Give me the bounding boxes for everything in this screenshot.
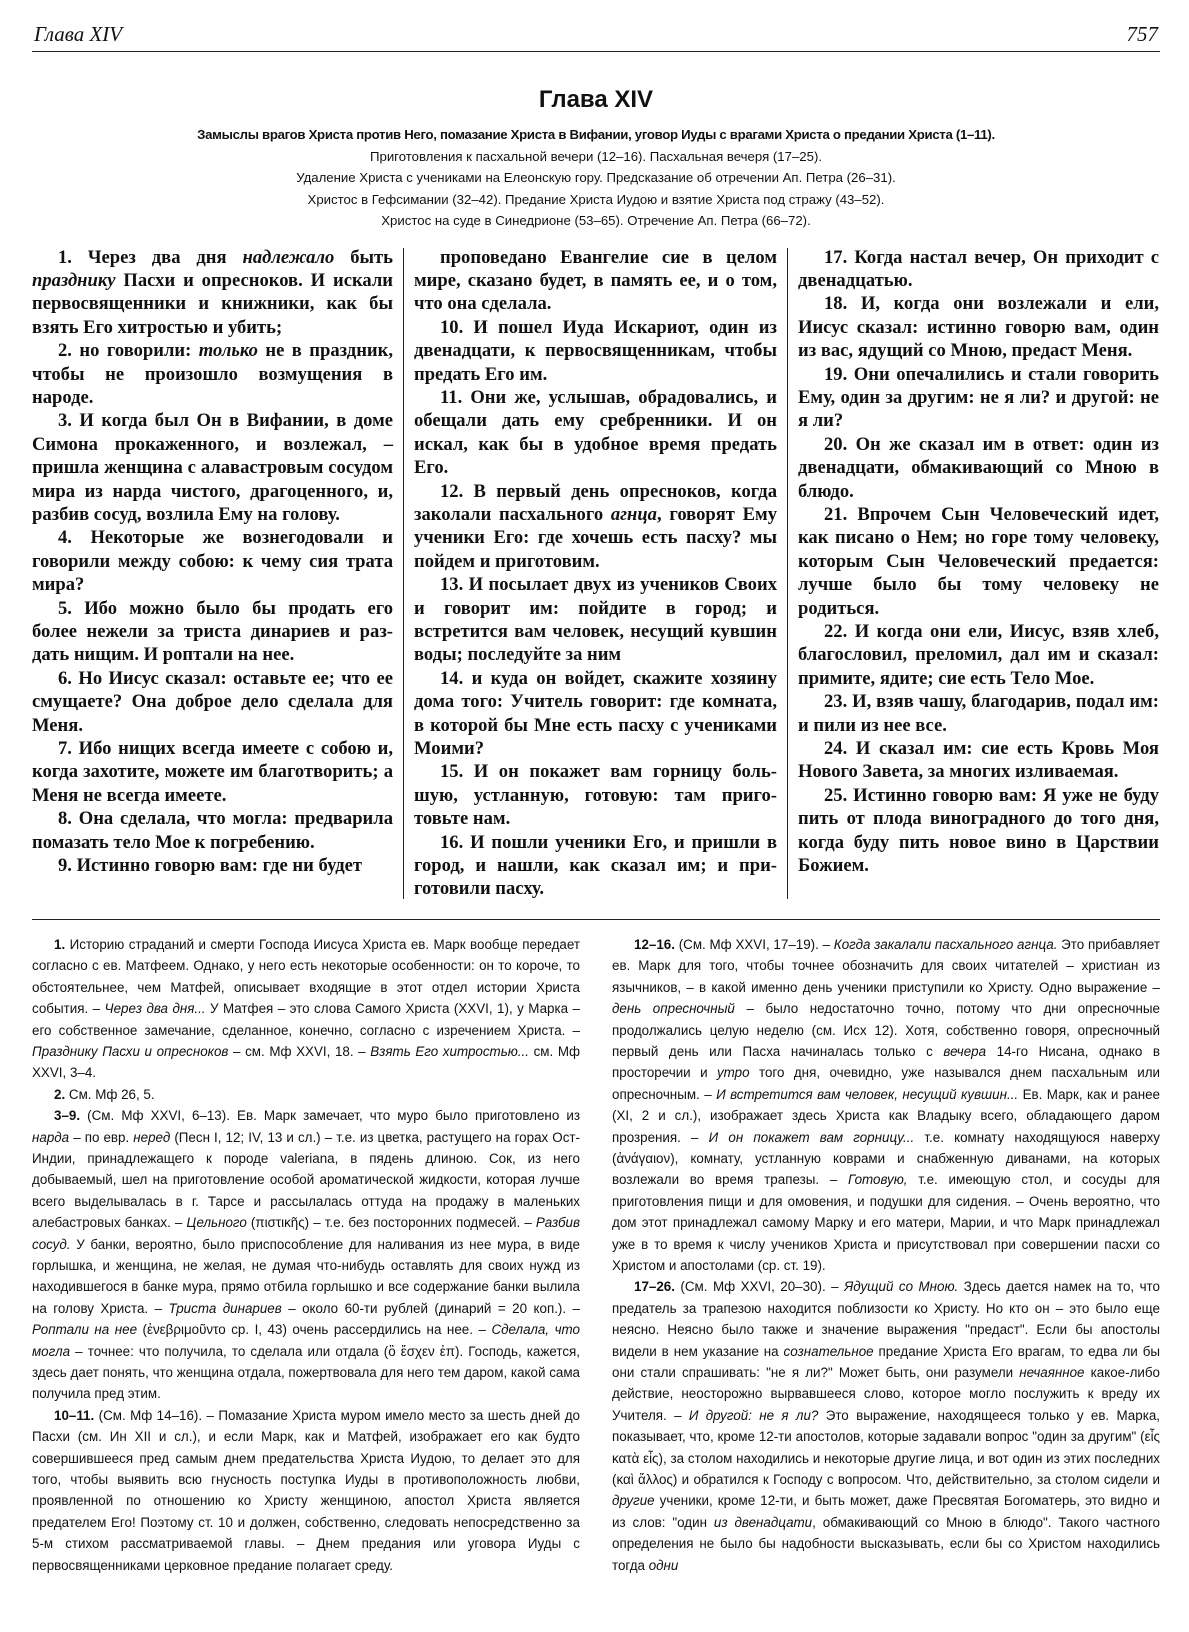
verse-paragraph: 5. Ибо можно было бы продать его более нежели за триста динариев и раздать нищим. И роптали на нее. xyxy=(32,597,393,666)
verse-column-2 xyxy=(414,246,777,901)
verse-paragraph: 11. Они же, услышав, обрадовались, и обещали дать ему сребренники. И он искал, как бы в удобное время предать Его. xyxy=(414,386,777,479)
commentary xyxy=(32,934,1160,1576)
verse-paragraph: 14. и куда он войдет, скажите хозяину дома того: Учитель говорит: где комната, в которой бы Мне есть пасху с учениками Моими? xyxy=(414,667,777,760)
summary-line: Удаление Христа с учениками на Елеонскую гору. Предсказание об отречении Ап. Петра (26–31). xyxy=(296,170,896,185)
column-divider xyxy=(403,248,404,899)
summary-line: Христос в Гефсимании (32–42). Предание Христа Иудою и взятие Христа под стражу (43–52). xyxy=(307,191,885,207)
running-header xyxy=(32,22,1160,52)
commentary-paragraph: 3–9. (См. Мф XXVI, 6–13). Ев. Марк замечает, что муро было приготовлено из нарда – по евр. неред (Песн I, 12; IV, 13 и сл.) – т.е. из цветка, растущего на горах Ост-Индии, принадлежащего к породе valeriana, в пядень длиною. Сок, из него добываемый, шел на приготовление особой ароматической жидкости, которая лучше всего выделывалась в г. Тарсе и рассылалась оттуда на продажу в маленьких алебастровых банках. – Цельного (πιστικῆς) – т.е. без посторонних подмесей. – Разбив сосуд. У банки, вероятно, было приспособление для наливания из нее мура, в виде горлышка, и женщина, не желая, не думая что-нибудь оставлять для своих нужд из находившегося в банке мура, прямо отбила горлышко и все содержание банки вылила на голову Христа. – Триста динариев – около 60-ти рублей (динарий = 20 коп.). – Роптали на нее (ἐνεβριμοῦντο ср. I, 43) очень рассердились на нее. – Сделала, что могла – точнее: что получила, то сделала или отдала (ὃ ἔσχεν ἐπ). Господь, кажется, здесь дает понять, что женщина отдала, пожертвовала для него тем даром, какой сама получила пред этим. xyxy=(32,1108,581,1402)
verse-paragraph: 18. И, когда они возлежали и ели, Иисус сказал: истинно говорю вам, один из вас, ядущий со Мною, предаст Меня. xyxy=(798,293,1159,362)
verse-paragraph: 22. И когда они ели, Иисус, взяв хлеб, благословил, преломил, дал им и сказал: примите, ядите; сие есть Тело Мое. xyxy=(798,621,1159,689)
scripture-text xyxy=(32,246,1160,901)
verse-column-3 xyxy=(798,246,1159,901)
chapter-summary xyxy=(32,124,1160,232)
verse-paragraph: 12. В первый день опресноков, когда заколали пасхального агнца, говорят Ему ученики Его: где хочешь есть пасху? мы пойдем и приготовим. xyxy=(414,480,777,572)
verse-column-1 xyxy=(32,246,393,901)
verse-paragraph: 3. И когда был Он в Вифании, в доме Симона прокаженного, и возлежал, – пришла женщина с алавастровым сосудом мира из нарда чистого, драгоценного, и, разбив сосуд, возлила Ему на голову. xyxy=(32,410,393,525)
section-divider xyxy=(32,919,1160,920)
commentary-paragraph: 10–11. (См. Мф 14–16). – Помазание Христа муром имело место за шесть дней до Пасхи (см. Ин XII и сл.), и если Марк, как и Матфей, изображает его как будто совершившееся пред самым днем предательства Христа Иудою, то делает это для того, чтобы выявить всю гнусность поступка Иуды в противоположность любви, проявленной по отношению ко Христу женщиною, апостол Христа является предателем Его! Поэтому ст. 10 и должен, собственно, следовать непосредственно за 5-м стихом рассматриваемой главы. – Днем предания или уговора Иуды с первосвященниками церковное предание полагает среду. xyxy=(32,1407,580,1573)
verse-paragraph: 2. но говорили: только не в праздник, чтобы не произошло возмущения в народе. xyxy=(32,340,393,408)
verse-paragraph: 24. И сказал им: сие есть Кровь Моя Нового Завета, за многих изливаемая. xyxy=(798,738,1159,783)
commentary-paragraph: 12–16. (См. Мф XXVI, 17–19). – Когда закалали пасхального агнца. Это прибавляет ев. Марк для того, чтобы точнее обозначить для своих читателей – христиан из язычников, – в какой именно день ученики приступили ко Христу. Одно выражение – день опресночный – было недостаточно точно, потому что дни опресночные продолжались целую неделю (см. Исх 12). Хотя, собственно говоря, опресночный первый день или Пасха начиналась только с вечера 14-го Нисана, однако в просторечии и утро того дня, очевидно, уже назывался днем пасхальным или опресночным. – И встретится вам человек, несущий кувшин... Ев. Марк, как и ранее (XI, 2 и сл.), изображает здесь Христа как Владыку всего, обладающего даром прозрения. – И он покажет вам горницу... т.е. комнату находящуюся наверху (ἀνάγαιον), комнату, устланную коврами и снабженную диванами, на которых возлежали во время трапезы. – Готовую, т.е. имеющую стол, и сосуды для приготовления пищи и для омовения, и подушки для сидения. – Очень вероятно, что дом этот принадлежал самому Марку и его матери, Марии, и что Марк принадлежал уже в то время к числу учеников Христа и присутствовал при совершении пасхи со Христом и апостолами (ср. ст. 19). xyxy=(612,936,1160,1273)
running-title: Глава XIV xyxy=(34,22,123,46)
summary-line: Христос на суде в Синедрионе (53–65). Отречение Ап. Петра (66–72). xyxy=(381,213,811,228)
book-page xyxy=(32,22,1160,1576)
verse-paragraph: 8. Она сделала, что могла: предварила помазать тело Мое к погребению. xyxy=(32,808,393,853)
summary-line: Приготовления к пасхальной вечери (12–16). Пасхальная вечеря (17–25). xyxy=(370,148,822,164)
commentary-paragraph: 2. См. Мф 26, 5. xyxy=(54,1086,155,1102)
column-divider xyxy=(787,248,788,899)
verse-paragraph: 17. Когда настал вечер, Он приходит с двенадцатью. xyxy=(798,246,1159,291)
verse-paragraph: 23. И, взяв чашу, благодарив, подал им: и пили из нее все. xyxy=(798,691,1159,736)
verse-paragraph: 4. Некоторые же вознегодовали и говорили между собою: к чему сия трата мира? xyxy=(32,527,393,596)
page-number: 757 xyxy=(1126,22,1158,46)
chapter-title: Глава XIV xyxy=(538,86,654,113)
verse-paragraph: 7. Ибо нищих всегда имеете с собою и, когда захотите, можете им благотворить; а Меня не всегда имеете. xyxy=(32,738,393,806)
verse-paragraph: 1. Через два дня надлежало быть празднику Пасхи и опресноков. И искали первосвященники и книжники, как бы взять Его хитростью и убить; xyxy=(32,246,393,338)
verse-paragraph: 19. Они опечалились и стали говорить Ему, один за другим: не я ли? и другой: не я ли? xyxy=(798,363,1159,432)
verse-paragraph: 25. Истинно говорю вам: Я уже не буду пить от плода виноградного до того дня, когда буду пить новое вино в Царствии Божием. xyxy=(798,784,1159,877)
verse-paragraph: 9. Истинно говорю вам: где ни будет xyxy=(58,855,362,877)
commentary-column-left xyxy=(32,934,580,1576)
summary-line: Замыслы врагов Христа против Него, помазание Христа в Вифании, уговор Иуды с врагами Христа о предании Христа (1–11). xyxy=(197,127,995,142)
verse-paragraph: 13. И посылает двух из учеников Своих и говорит им: пойдите в город; и встретится вам человек, несущий кувшин воды; последуйте за ним xyxy=(414,574,777,666)
verse-paragraph: 10. И пошел Иуда Искариот, один из двенадцати, к первосвященникам, чтобы предать Его им. xyxy=(414,316,777,385)
verse-paragraph: 16. И пошли ученики Его, и пришли в город, и нашли, как сказал им; и приготовили пасху. xyxy=(414,831,777,900)
verse-paragraph: проповедано Евангелие сие в целом мире, сказано будет, в память ее, и о том, что она сделала. xyxy=(414,246,777,315)
commentary-paragraph: 1. Историю страданий и смерти Господа Иисуса Христа ев. Марк вообще передает согласно с ев. Матфеем. Однако, у него есть некоторые особенности: он то короче, то обстоятельнее, чем Матфей, описывает входящие в этот отдел истории Христа события. – Через два дня... У Матфея – это слова Самого Христа (XXVI, 1), у Марка – его собственное замечание, сделанное, конечно, согласно с изречением Христа. – Празднику Пасхи и опресноков – см. Мф XXVI, 18. – Взять Его хитростью... см. Мф XXVI, 3–4. xyxy=(32,936,580,1081)
verse-paragraph: 21. Впрочем Сын Человеческий идет, как писано о Нем; но горе тому человеку, которым Сын Человеческий предается: лучше было бы тому человеку не родиться. xyxy=(798,503,1159,619)
commentary-paragraph: 17–26. (См. Мф XXVI, 20–30). – Ядущий со Мною. Здесь дается намек на то, что предатель за трапезою находится поблизости ко Христу. Но кто он – это было еще неясно. Неясно было также и значение выражения "предаст". Если бы апостолы видели в нем указание на сознательное предание Христа Его врагам, то едва ли бы они стали спрашивать: "не я ли?" Может быть, они разумели нечаянное какое-либо действие, неосторожно вырвавшееся слово, которое могло послужить к вреду их Учителя. – И другой: не я ли? Это выражение, находящееся только у ев. Марка, показывает, что, кроме 12-ти апостолов, которые задавали вопрос "один за другим" (εἷς κατὰ εἷς), за столом находились и некоторые другие лица, и вот один из этих последних (καὶ ἄλλος) и обратился к Господу с вопросом. Что, действительно, за столом сидели и другие ученики, кроме 12-ти, и быть может, даже Пресвятая Богоматерь, это видно и из слов: "один из двенадцати, обмакивающий со Мною в блюдо". Такого частного определения не было бы надобности высказывать, если бы со Христом находились тогда одни xyxy=(612,1279,1161,1573)
verse-paragraph: 6. Но Иисус сказал: оставьте ее; что ее смущаете? Она доброе дело сделала для Меня. xyxy=(32,667,393,736)
commentary-column-right xyxy=(612,934,1160,1576)
verse-paragraph: 15. И он покажет вам горницу большую, устланную, готовую: там приготовьте нам. xyxy=(414,761,777,830)
verse-paragraph: 20. Он же сказал им в ответ: один из двенадцати, обмакивающий со Мною в блюдо. xyxy=(798,433,1159,502)
